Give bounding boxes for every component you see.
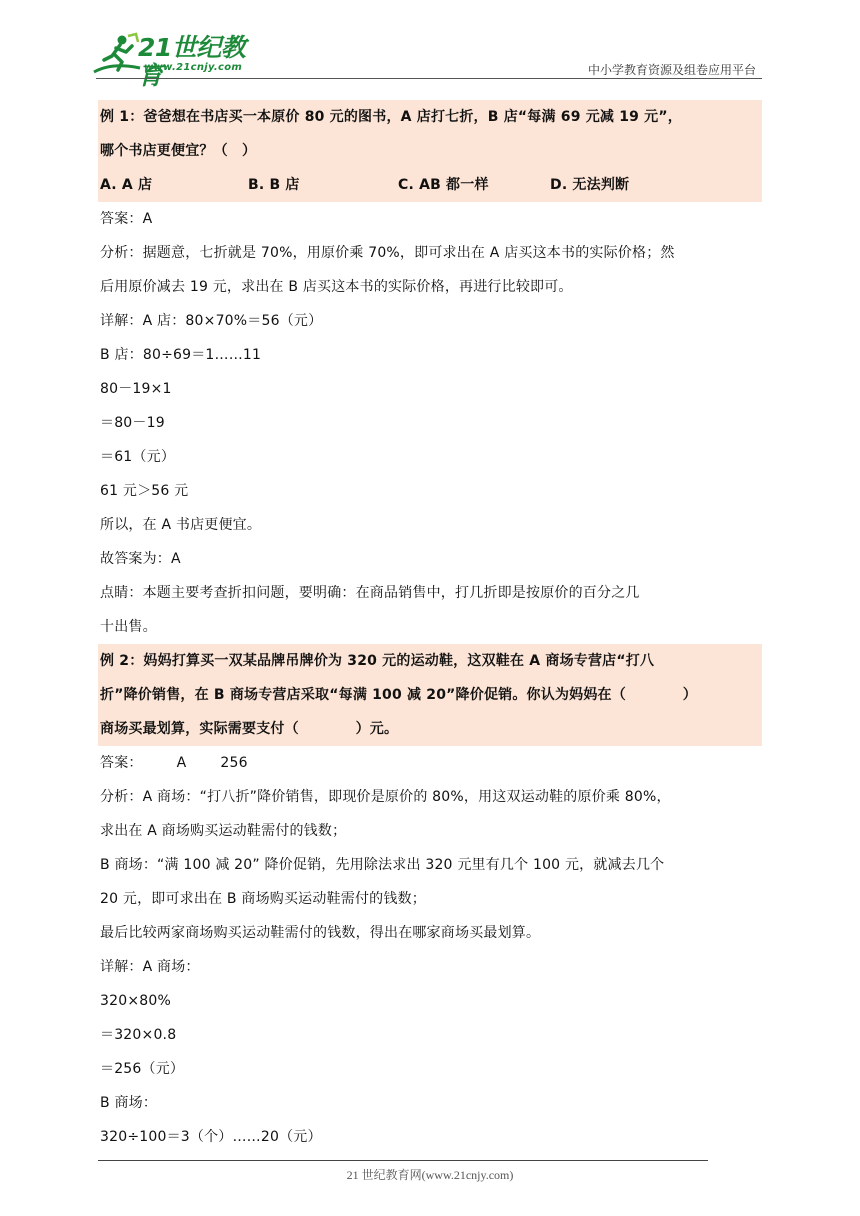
example2-analysis-line2: 求出在 A 商场购买运动鞋需付的钱数； <box>100 823 347 839</box>
example1-detail-line: 故答案为：A <box>100 551 181 567</box>
example2-detail-line: B 商场： <box>100 1095 158 1111</box>
document-body <box>100 100 760 1154</box>
example1-detail-line: ＝61（元） <box>100 449 176 465</box>
example1-detail-line: ＝80－19 <box>100 415 165 431</box>
example2-detail-line: ＝256（元） <box>100 1061 185 1077</box>
runner-logo-icon <box>92 32 144 76</box>
answer-blank-2: 256 <box>220 755 248 771</box>
example2-detail-line: ＝320×0.8 <box>100 1027 177 1043</box>
option-d: D. 无法判断 <box>550 177 630 193</box>
example1-comment-line2: 十出售。 <box>100 619 157 635</box>
example2-analysis-line5: 最后比较两家商场购买运动鞋需付的钱数，得出在哪家商场买最划算。 <box>100 925 541 941</box>
logo-text: 21世纪教育 <box>138 33 246 90</box>
example2-analysis-line4: 20 元，即可求出在 B 商场购买运动鞋需付的钱数； <box>100 891 426 907</box>
example2-analysis-line1: 分析：A 商场：“打八折”降价销售，即现价是原价的 80%，用这双运动鞋的原价乘 80%， <box>100 789 671 805</box>
example1-answer: 答案：A <box>100 211 153 227</box>
example2-question-line1: 例 2：妈妈打算买一双某品牌吊牌价为 320 元的运动鞋，这双鞋在 A 商场专营店“打八 <box>100 653 655 669</box>
footer-divider <box>98 1160 708 1161</box>
example1-question-line2: 哪个书店更便宜？（ ） <box>100 143 257 159</box>
example1-detail-line: 所以，在 A 书店更便宜。 <box>100 517 262 533</box>
option-a: A. A 店 <box>100 177 153 193</box>
example1-detail-line: 80－19×1 <box>100 381 172 397</box>
example1-detail-line: B 店：80÷69＝1……11 <box>100 347 262 363</box>
page-header <box>0 0 860 90</box>
logo-url: www.21cnjy.com <box>144 62 243 73</box>
example2-detail-line: 320×80% <box>100 993 171 1009</box>
page-footer[interactable]: 21 世纪教育网(www.21cnjy.com) <box>346 1168 514 1182</box>
example1-question-box <box>98 100 762 202</box>
site-logo[interactable] <box>92 32 262 90</box>
option-c: C. AB 都一样 <box>398 177 489 193</box>
example1-question-line1: 例 1：爸爸想在书店买一本原价 80 元的图书，A 店打七折，B 店“每满 69 元减 19 元”， <box>100 109 682 125</box>
example2-answer <box>100 746 760 780</box>
example2-question-box <box>98 644 762 746</box>
example1-detail-line: 61 元＞56 元 <box>100 483 189 499</box>
example2-question-line2: 折”降价销售，在 B 商场专营店采取“每满 100 减 20”降价促销。你认为妈妈在（ ） <box>100 687 697 703</box>
header-divider <box>96 78 762 79</box>
option-b: B. B 店 <box>248 177 300 193</box>
answer-label: 答案： <box>100 755 143 771</box>
example2-detail-line: 详解：A 商场： <box>100 959 200 975</box>
example2-analysis-line3: B 商场：“满 100 减 20” 降价促销，先用除法求出 320 元里有几个 100 元，就减去几个 <box>100 857 665 873</box>
example1-comment-line1: 点睛：本题主要考查折扣问题，要明确：在商品销售中，打几折即是按原价的百分之几 <box>100 585 640 601</box>
example2-question-line3: 商场买最划算，实际需要支付（ ）元。 <box>100 721 399 737</box>
example1-detail-line: 详解：A 店：80×70%＝56（元） <box>100 313 323 329</box>
example2-detail-line: 320÷100＝3（个）……20（元） <box>100 1129 322 1145</box>
example1-analysis-line2: 后用原价减去 19 元，求出在 B 店买这本书的实际价格，再进行比较即可。 <box>100 279 573 295</box>
example1-analysis-line1: 分析：据题意，七折就是 70%，用原价乘 70%，即可求出在 A 店买这本书的实际价格；然 <box>100 245 675 261</box>
platform-title: 中小学教育资源及组卷应用平台 <box>587 63 756 77</box>
example1-options <box>100 168 760 202</box>
answer-blank-1: A <box>176 755 187 771</box>
